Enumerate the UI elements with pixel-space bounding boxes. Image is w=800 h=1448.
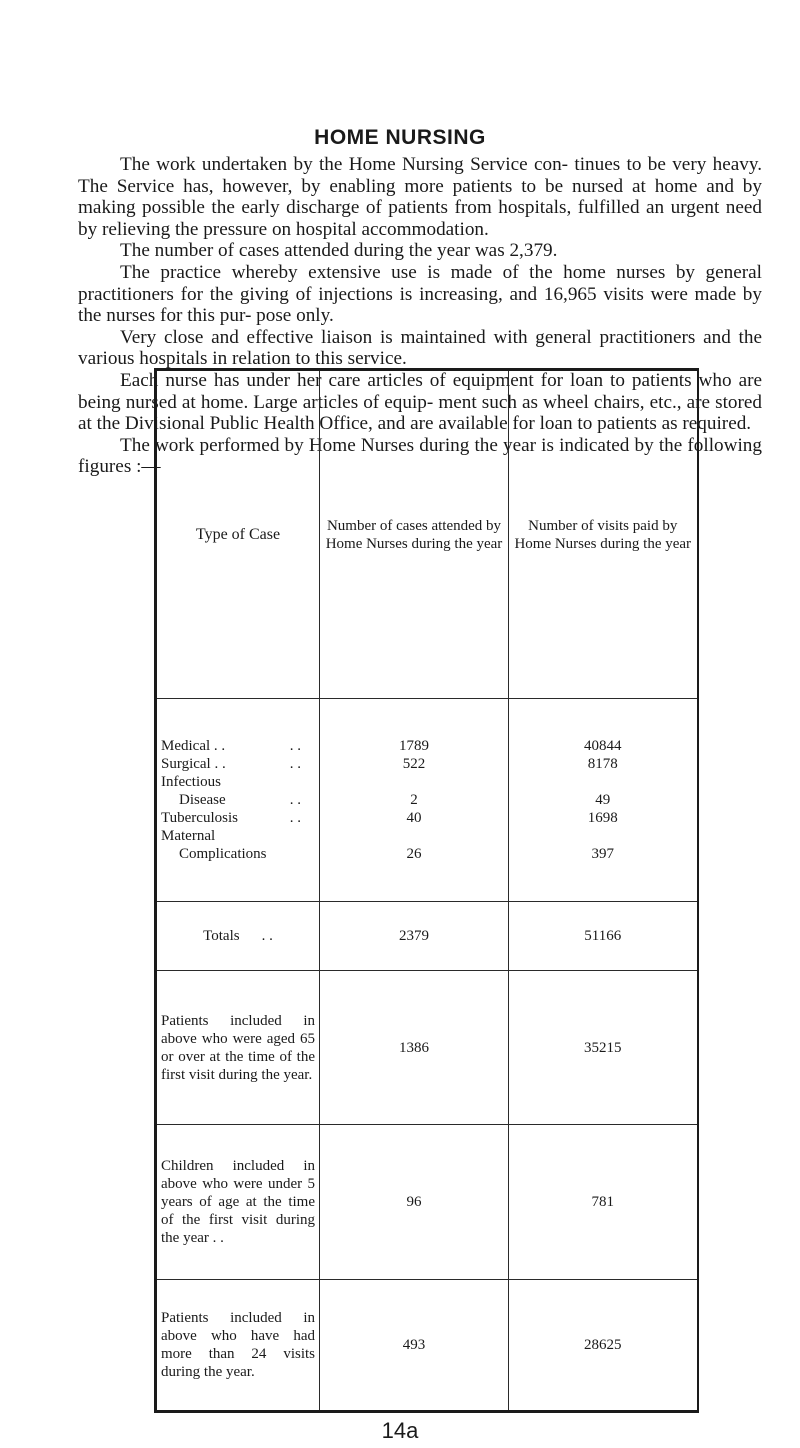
totals-cases: 2379 bbox=[320, 902, 509, 971]
visits-value: 1698 bbox=[587, 810, 618, 827]
paragraph: The work undertaken by the Home Nursing Service con- tinues to be very heavy. The Service has, however, by enabling more patients to be nursed at home and by making possible the early discharge of patients from hospitals, fulfilled an urgent need by relieving the pressure on hospital accommodation. bbox=[78, 154, 762, 240]
group-cases: 493 bbox=[320, 1280, 509, 1412]
table-header-row bbox=[156, 370, 698, 699]
page-title: HOME NURSING bbox=[314, 126, 486, 149]
group-label: Patients included in above who were aged 65 or over at the time of the first visit during the year. bbox=[156, 971, 320, 1124]
list-item: Maternal bbox=[161, 828, 216, 845]
visits-value: 397 bbox=[591, 846, 614, 863]
cases-value: 522 bbox=[402, 756, 426, 773]
cases-value: 2 bbox=[410, 792, 418, 809]
cases-value: 26 bbox=[406, 846, 422, 863]
type-list bbox=[161, 737, 315, 863]
visits-value: 49 bbox=[595, 792, 611, 809]
table-row bbox=[156, 1280, 698, 1412]
group-cases: 1386 bbox=[320, 971, 509, 1124]
header-cases: Number of cases attended by Home Nurses during the year bbox=[320, 370, 509, 699]
table-row bbox=[156, 699, 698, 902]
list-item: Tuberculosis . . bbox=[161, 810, 301, 827]
cases-value bbox=[324, 773, 504, 791]
visits-list bbox=[513, 737, 693, 863]
table-row bbox=[156, 971, 698, 1124]
visits-list-cell bbox=[509, 699, 698, 902]
table-row bbox=[156, 1124, 698, 1279]
cases-value: 1789 bbox=[399, 738, 429, 755]
visits-value: 40844 bbox=[584, 738, 622, 755]
visits-value: 8178 bbox=[587, 756, 618, 773]
group-cases: 96 bbox=[320, 1124, 509, 1279]
list-item: Medical . . . . bbox=[161, 738, 301, 755]
group-visits: 28625 bbox=[509, 1280, 698, 1412]
group-label: Children included in above who were under 5 years of age at the time of the first visit during the year . . bbox=[156, 1124, 320, 1279]
totals-row bbox=[156, 902, 698, 971]
visits-value bbox=[513, 827, 693, 845]
list-item: Disease . . bbox=[179, 792, 301, 809]
cases-value: 40 bbox=[406, 810, 422, 827]
totals-visits: 51166 bbox=[509, 902, 698, 971]
group-visits: 35215 bbox=[509, 971, 698, 1124]
group-visits: 781 bbox=[509, 1124, 698, 1279]
cases-list-cell bbox=[320, 699, 509, 902]
list-item: Surgical . . . . bbox=[161, 756, 301, 773]
paragraph: Each nurse has under her care articles of equipment for loan to patients who are being nursed at home. Large articles of equip- ment such as wheel chairs, etc., are stored at the Divisional Public Health Office, and are available for loan to patients as required. bbox=[78, 369, 762, 435]
data-table bbox=[154, 368, 699, 1413]
header-type: Type of Case bbox=[156, 370, 320, 699]
home-nursing-table bbox=[154, 368, 696, 1413]
totals-label: Totals . . bbox=[156, 902, 320, 971]
paragraph: The work performed by Home Nurses during the year is indicated by the following figures :— bbox=[78, 434, 762, 478]
list-item: Infectious bbox=[161, 774, 221, 791]
paragraph: The number of cases attended during the year was 2,379. bbox=[120, 240, 558, 262]
header-visits: Number of visits paid by Home Nurses during the year bbox=[509, 370, 698, 699]
paragraph: The practice whereby extensive use is made of the home nurses by general practitioners for the giving of injections is increasing, and 16,965 visits were made by the nurses for this pur- pose only. bbox=[78, 261, 762, 327]
paragraph: Very close and effective liaison is maintained with general practitioners and the various hospitals in relation to this service. bbox=[78, 326, 762, 370]
cases-list bbox=[324, 737, 504, 863]
list-item: Complications bbox=[179, 846, 267, 863]
type-list-cell bbox=[156, 699, 320, 902]
cases-value bbox=[324, 827, 504, 845]
visits-value bbox=[513, 773, 693, 791]
page-number: 14a bbox=[381, 1418, 419, 1443]
group-label: Patients included in above who have had more than 24 visits during the year. bbox=[156, 1280, 320, 1412]
